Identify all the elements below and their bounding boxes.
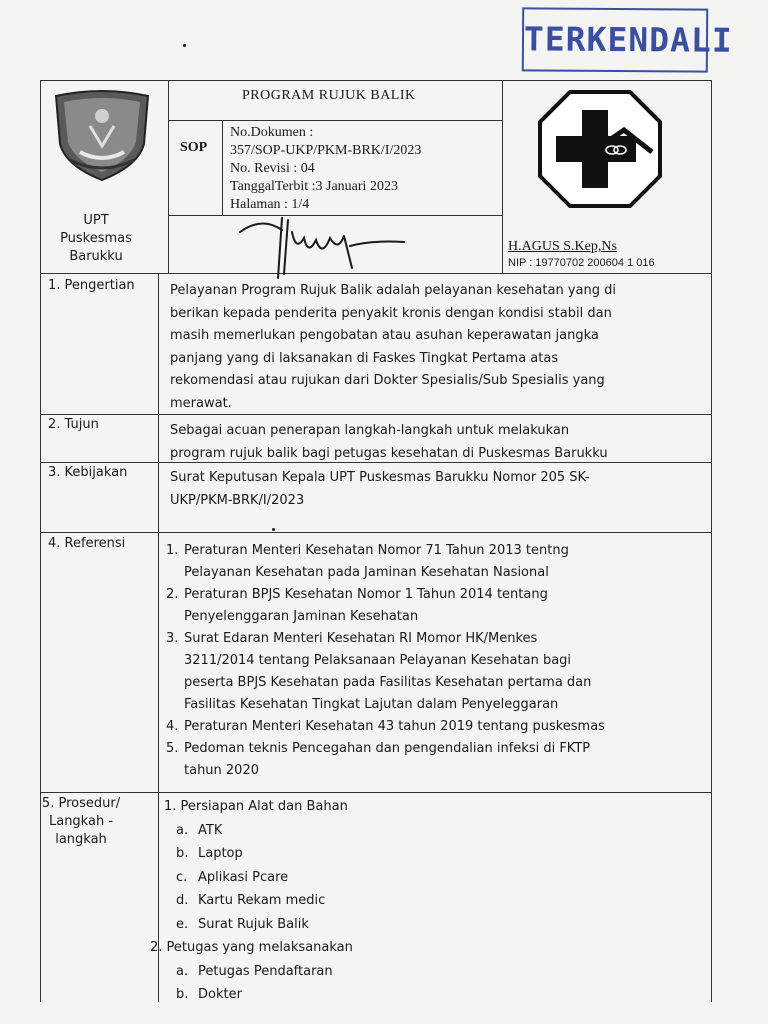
- referensi-number: 1.: [166, 543, 179, 558]
- pengertian-line: merawat.: [170, 395, 232, 411]
- row-divider-4: [40, 792, 712, 793]
- pengertian-text: [170, 280, 700, 415]
- referensi-number: 2.: [166, 587, 179, 602]
- pengertian-line: rekomendasi atau rujukan dari Dokter Spesialis/Sub Spesialis yang: [170, 373, 605, 388]
- kebijakan-line: Surat Keputusan Kepala UPT Puskesmas Barukku Nomor 205 SK-: [170, 470, 590, 485]
- document-title: PROGRAM RUJUK BALIK: [242, 88, 416, 103]
- list-item: [176, 819, 684, 843]
- referensi-number: 4.: [166, 719, 179, 734]
- sop-label: SOP: [180, 140, 208, 155]
- kebijakan-line: UKP/PKM-BRK/I/2023: [170, 492, 305, 508]
- item-letter: c.: [176, 869, 188, 885]
- prosedur-content: [150, 795, 684, 1007]
- item-letter: b.: [176, 846, 189, 861]
- referensi-line: Surat Edaran Menteri Kesehatan RI Momor HK/Menkes: [184, 631, 538, 646]
- item-letter: e.: [176, 916, 189, 932]
- referensi-line: Pedoman teknis Pencegahan dan pengendalian infeksi di FKTP: [184, 741, 591, 756]
- doc-number-value: 357/SOP-UKP/PKM-BRK/I/2023: [230, 143, 422, 158]
- page-number: Halaman : 1/4: [230, 197, 310, 212]
- referensi-item: [166, 540, 696, 584]
- issue-date: TanggalTerbit :3 Januari 2023: [230, 179, 398, 194]
- list-item: [176, 983, 684, 1007]
- referensi-line: Penyelenggaran Jaminan Kesehatan: [184, 609, 419, 624]
- referensi-line: Peraturan Menteri Kesehatan 43 tahun 2019 tentang puskesmas: [184, 719, 605, 734]
- speck: [272, 528, 275, 531]
- referensi-line: Peraturan BPJS Kesehatan Nomor 1 Tahun 2014 tentang: [184, 587, 548, 602]
- referensi-list: [166, 540, 696, 782]
- pengertian-line: Pelayanan Program Rujuk Balik adalah pelayanan kesehatan yang di: [170, 283, 616, 298]
- item-text: Kartu Rekam medic: [198, 893, 326, 908]
- item-text: Petugas Pendaftaran: [198, 963, 333, 979]
- step-1-title: 1. Persiapan Alat dan Bahan: [164, 799, 348, 814]
- referensi-item: [166, 584, 696, 628]
- label-tujuan: 2. Tujun: [48, 417, 99, 432]
- referensi-item: [166, 716, 696, 738]
- label-referensi: 4. Referensi: [48, 536, 126, 551]
- step-1-list: [164, 819, 684, 937]
- org-line-barukku: Barukku: [69, 249, 123, 264]
- signer-nip: NIP : 19770702 200604 1 016: [508, 257, 655, 269]
- label-prosedur-langkah2: langkah: [55, 832, 107, 847]
- step-2-list: [164, 960, 684, 1007]
- referensi-line: Peraturan Menteri Kesehatan Nomor 71 Tahun 2013 tentng: [184, 543, 569, 558]
- label-prosedur: 5. Prosedur/: [41, 796, 121, 811]
- table-left-border: [40, 80, 41, 1002]
- item-letter: a.: [176, 963, 189, 979]
- item-text: ATK: [198, 822, 223, 838]
- list-item: [176, 866, 684, 890]
- header-divider-1: [168, 80, 169, 273]
- speck: [183, 44, 186, 47]
- title-underline: [168, 120, 502, 121]
- referensi-item: [166, 738, 696, 782]
- doc-number-label: No.Dokumen :: [230, 125, 314, 140]
- label-prosedur-langkah: Langkah -: [48, 814, 114, 829]
- list-item: [176, 913, 684, 937]
- item-letter: b.: [176, 987, 189, 1002]
- list-item: [176, 842, 684, 866]
- list-item: [176, 960, 684, 984]
- item-letter: d.: [176, 893, 189, 908]
- table-right-border: [711, 80, 712, 1002]
- kebijakan-text: [170, 467, 700, 512]
- item-letter: a.: [176, 822, 189, 838]
- table-top-border: [40, 80, 712, 81]
- org-line-upt: UPT: [83, 213, 109, 228]
- referensi-line: Pelayanan Kesehatan pada Jaminan Kesehatan Nasional: [184, 565, 549, 580]
- item-text: Aplikasi Pcare: [198, 869, 289, 885]
- referensi-number: 5.: [166, 741, 179, 756]
- referensi-line: Fasilitas Kesehatan Tingkat Lajutan dalam Penyeleggaran: [184, 697, 559, 712]
- referensi-line: peserta BPJS Kesehatan pada Fasilitas Kesehatan pertama dan: [184, 675, 592, 690]
- item-text: Surat Rujuk Balik: [198, 916, 309, 932]
- regency-emblem: [50, 86, 154, 182]
- item-text: Laptop: [198, 846, 243, 861]
- tujuan-line: program rujuk balik bagi petugas kesehatan di Puskesmas Barukku: [170, 445, 608, 461]
- sop-divider: [222, 120, 223, 215]
- label-pengertian: 1. Pengertian: [48, 278, 135, 293]
- tujuan-text: [170, 420, 700, 465]
- referensi-line: 3211/2014 tentang Pelaksanaan Pelayanan Kesehatan bagi: [184, 653, 572, 668]
- pengertian-line: berikan kepada penderita penyakit kronis dengan kondisi stabil dan: [170, 305, 612, 321]
- referensi-item: [166, 628, 696, 716]
- label-column-divider: [158, 273, 159, 1002]
- tujuan-line: Sebagai acuan penerapan langkah-langkah untuk melakukan: [170, 423, 570, 438]
- header-divider-2: [502, 80, 503, 273]
- label-kebijakan: 3. Kebijakan: [48, 465, 128, 480]
- pengertian-line: panjang yang di laksanakan di Faskes Tingkat Pertama atas: [170, 350, 559, 366]
- list-item: [176, 889, 684, 913]
- revision: No. Revisi : 04: [230, 161, 315, 176]
- puskesmas-logo: [538, 90, 662, 208]
- pengertian-line: masih memerlukan pengobatan atau asuhan keperawatan jangka: [170, 328, 599, 343]
- item-text: Dokter: [198, 987, 242, 1002]
- signer-name: H.AGUS S.Kep,Ns: [508, 239, 617, 254]
- referensi-line: tahun 2020: [184, 763, 259, 778]
- row-divider-3: [40, 532, 712, 533]
- org-line-puskesmas: Puskesmas: [60, 231, 132, 246]
- terkendali-stamp: TERKENDALI: [522, 7, 708, 72]
- signature: [232, 212, 412, 282]
- step-2-title: 2. Petugas yang melaksanakan: [150, 940, 353, 955]
- referensi-number: 3.: [166, 631, 179, 646]
